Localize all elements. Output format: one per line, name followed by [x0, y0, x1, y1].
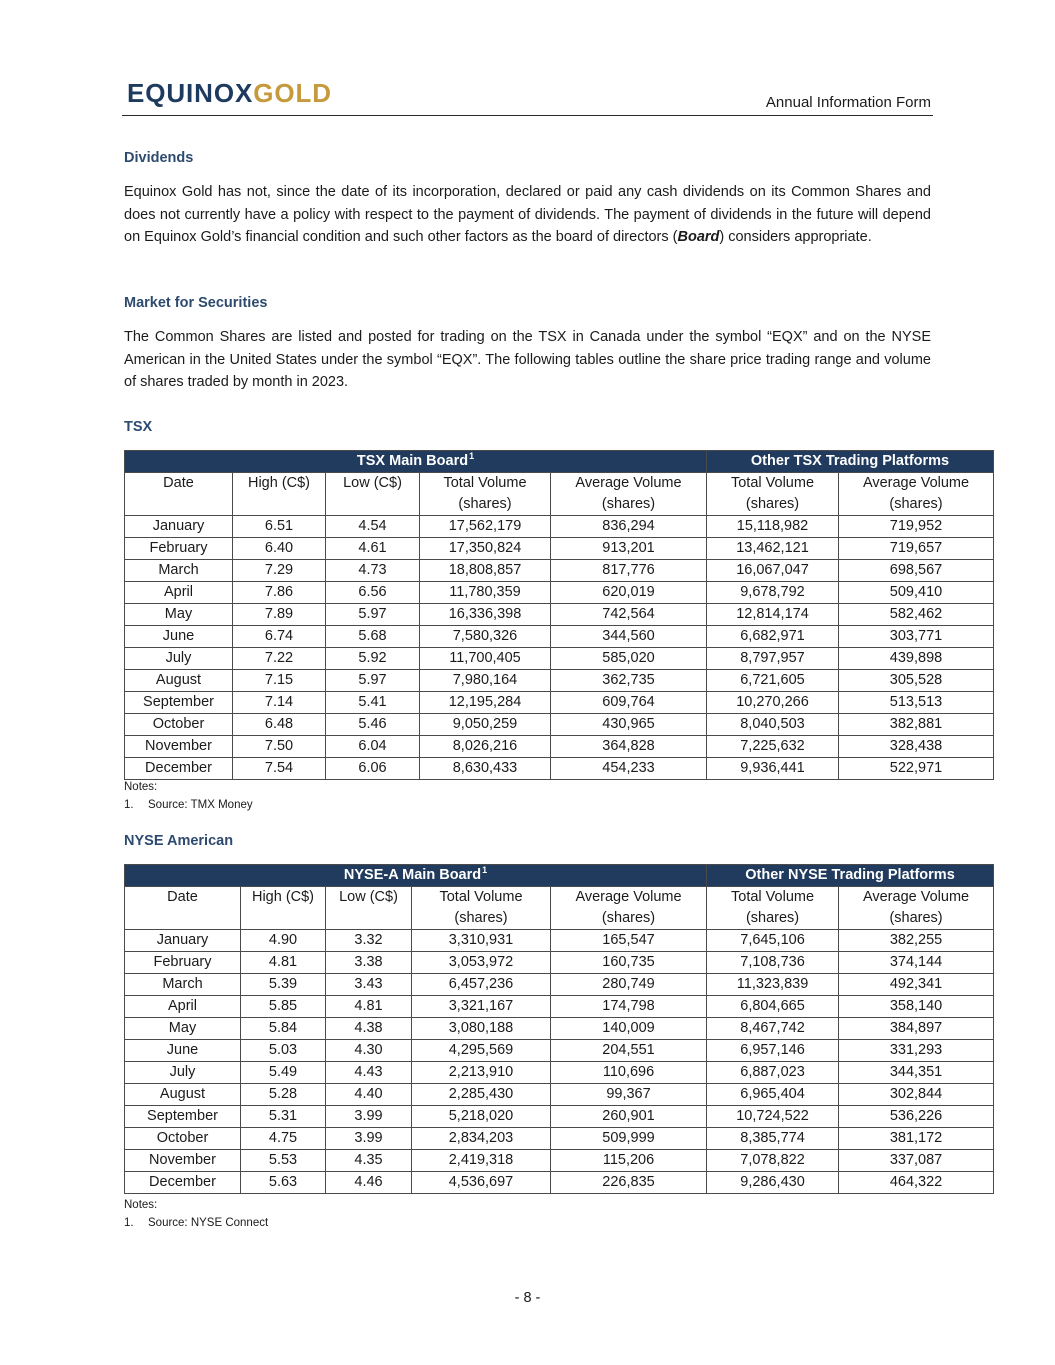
cell-total-volume: 3,080,188: [412, 1018, 551, 1040]
cell-high: 7.29: [233, 560, 326, 582]
cell-low: 3.43: [326, 974, 412, 996]
cell-high: 5.53: [241, 1150, 326, 1172]
cell-low: 6.56: [326, 582, 420, 604]
col-header-date: [125, 473, 233, 516]
cell-low: 3.38: [326, 952, 412, 974]
cell-high: 5.85: [241, 996, 326, 1018]
cell-high: 4.75: [241, 1128, 326, 1150]
col-header-label: Date: [167, 889, 198, 905]
col-header-unit: (shares): [889, 496, 943, 512]
cell-other-average-volume: 492,341: [839, 974, 994, 996]
cell-date: November: [125, 736, 233, 758]
col-header-unit: (shares): [601, 910, 656, 926]
cell-total-volume: 16,336,398: [420, 604, 551, 626]
cell-high: 5.31: [241, 1106, 326, 1128]
cell-total-volume: 3,053,972: [412, 952, 551, 974]
notes-label: Notes:: [124, 1199, 158, 1211]
table-row: [125, 996, 994, 1018]
cell-other-average-volume: 719,657: [839, 538, 994, 560]
table-row: [125, 538, 994, 560]
table-group-header-row: [125, 865, 994, 887]
market-paragraph: The Common Shares are listed and posted for trading on the TSX in Canada under the symbol “EQX” and on the NYSE American in the United States under the symbol “EQX”. The following tables outline the share price trading range and volume of shares traded by month in 2023.: [124, 329, 931, 391]
cell-low: 4.43: [326, 1062, 412, 1084]
cell-other-average-volume: 305,528: [839, 670, 994, 692]
table-row: [125, 1128, 994, 1150]
table-row: [125, 1172, 994, 1194]
cell-other-total-volume: 6,887,023: [707, 1062, 839, 1084]
cell-low: 4.40: [326, 1084, 412, 1106]
col-header-label: Average Volume: [575, 889, 682, 905]
cell-date: July: [125, 648, 233, 670]
cell-total-volume: 5,218,020: [412, 1106, 551, 1128]
cell-total-volume: 11,780,359: [420, 582, 551, 604]
cell-other-total-volume: 15,118,982: [707, 516, 839, 538]
cell-average-volume: 364,828: [551, 736, 707, 758]
cell-other-total-volume: 10,270,266: [707, 692, 839, 714]
cell-other-total-volume: 12,814,174: [707, 604, 839, 626]
cell-low: 4.54: [326, 516, 420, 538]
cell-other-total-volume: 8,385,774: [707, 1128, 839, 1150]
cell-low: 5.68: [326, 626, 420, 648]
table-row: [125, 1150, 994, 1172]
col-header-low: [326, 887, 412, 930]
table-row: [125, 1084, 994, 1106]
cell-other-average-volume: 381,172: [839, 1128, 994, 1150]
cell-date: August: [125, 1084, 241, 1106]
cell-low: 5.92: [326, 648, 420, 670]
cell-low: 5.97: [326, 604, 420, 626]
cell-total-volume: 18,808,857: [420, 560, 551, 582]
cell-high: 7.86: [233, 582, 326, 604]
cell-other-total-volume: 9,678,792: [707, 582, 839, 604]
col-header-total-volume: [412, 887, 551, 930]
dividends-text-after: ) considers appropriate.: [719, 229, 872, 246]
col-header-label: Total Volume: [730, 475, 815, 491]
col-header-date: [125, 887, 241, 930]
col-header-other-average-volume: [839, 887, 994, 930]
table-row: [125, 974, 994, 996]
table-row: [125, 1106, 994, 1128]
cell-other-average-volume: 439,898: [839, 648, 994, 670]
cell-other-total-volume: 10,724,522: [707, 1106, 839, 1128]
cell-total-volume: 8,026,216: [420, 736, 551, 758]
cell-total-volume: 7,580,326: [420, 626, 551, 648]
cell-total-volume: 4,295,569: [412, 1040, 551, 1062]
tsx-notes: [124, 778, 253, 814]
cell-other-average-volume: 374,144: [839, 952, 994, 974]
col-header-total-volume: [420, 473, 551, 516]
cell-date: March: [125, 560, 233, 582]
cell-low: 6.06: [326, 758, 420, 780]
cell-average-volume: 817,776: [551, 560, 707, 582]
cell-total-volume: 4,536,697: [412, 1172, 551, 1194]
table-body: [125, 516, 994, 780]
col-header-average-volume: [551, 473, 707, 516]
table-row: [125, 604, 994, 626]
cell-total-volume: 17,562,179: [420, 516, 551, 538]
cell-total-volume: 17,350,824: [420, 538, 551, 560]
cell-other-total-volume: 6,721,605: [707, 670, 839, 692]
note-item: [124, 1214, 268, 1232]
footnote-ref: 1: [482, 865, 488, 875]
col-header-label: High (C$): [247, 475, 311, 491]
group-header-main-board: [125, 451, 707, 473]
col-header-label: Average Volume: [575, 475, 682, 491]
cell-other-average-volume: 582,462: [839, 604, 994, 626]
cell-date: May: [125, 604, 233, 626]
table-row: [125, 1018, 994, 1040]
cell-low: 5.46: [326, 714, 420, 736]
cell-other-total-volume: 9,286,430: [707, 1172, 839, 1194]
cell-low: 3.99: [326, 1128, 412, 1150]
col-header-high: [233, 473, 326, 516]
cell-other-total-volume: 7,645,106: [707, 930, 839, 952]
cell-average-volume: 110,696: [551, 1062, 707, 1084]
group-header-other-platforms: Other TSX Trading Platforms: [707, 451, 994, 473]
table-row: [125, 930, 994, 952]
col-header-unit: (shares): [889, 910, 943, 926]
cell-total-volume: 3,310,931: [412, 930, 551, 952]
notes-label: Notes:: [124, 781, 158, 793]
cell-average-volume: 99,367: [551, 1084, 707, 1106]
cell-total-volume: 8,630,433: [420, 758, 551, 780]
cell-other-total-volume: 8,797,957: [707, 648, 839, 670]
cell-date: May: [125, 1018, 241, 1040]
cell-date: February: [125, 538, 233, 560]
cell-average-volume: 454,233: [551, 758, 707, 780]
table-row: [125, 736, 994, 758]
cell-high: 7.50: [233, 736, 326, 758]
cell-high: 7.89: [233, 604, 326, 626]
cell-average-volume: 344,560: [551, 626, 707, 648]
cell-date: January: [125, 930, 241, 952]
cell-total-volume: 12,195,284: [420, 692, 551, 714]
table-row: [125, 1040, 994, 1062]
table-row: [125, 692, 994, 714]
cell-total-volume: 9,050,259: [420, 714, 551, 736]
dividends-heading: Dividends: [124, 150, 194, 166]
cell-other-average-volume: 509,410: [839, 582, 994, 604]
cell-high: 7.22: [233, 648, 326, 670]
col-header-label: Total Volume: [731, 889, 815, 905]
group-header-other-platforms: Other NYSE Trading Platforms: [707, 865, 994, 887]
nyse-notes: [124, 1196, 268, 1232]
cell-low: 6.04: [326, 736, 420, 758]
cell-average-volume: 609,764: [551, 692, 707, 714]
cell-average-volume: 165,547: [551, 930, 707, 952]
cell-other-average-volume: 698,567: [839, 560, 994, 582]
cell-high: 7.14: [233, 692, 326, 714]
cell-other-total-volume: 6,682,971: [707, 626, 839, 648]
cell-other-average-volume: 328,438: [839, 736, 994, 758]
nyse-price-table: [124, 864, 994, 1194]
table-row: [125, 648, 994, 670]
cell-other-average-volume: 358,140: [839, 996, 994, 1018]
col-header-label: Average Volume: [862, 889, 970, 905]
cell-high: 5.84: [241, 1018, 326, 1040]
cell-average-volume: 836,294: [551, 516, 707, 538]
cell-date: June: [125, 1040, 241, 1062]
table-row: [125, 516, 994, 538]
cell-average-volume: 430,965: [551, 714, 707, 736]
cell-average-volume: 362,735: [551, 670, 707, 692]
cell-total-volume: 3,321,167: [412, 996, 551, 1018]
cell-other-total-volume: 7,078,822: [707, 1150, 839, 1172]
group-header-main-board-label: NYSE-A Main Board: [343, 867, 482, 883]
cell-other-total-volume: 11,323,839: [707, 974, 839, 996]
cell-other-average-volume: 382,255: [839, 930, 994, 952]
cell-average-volume: 140,009: [551, 1018, 707, 1040]
cell-total-volume: 2,834,203: [412, 1128, 551, 1150]
col-header-label: Total Volume: [443, 475, 527, 491]
table-column-header-row: [125, 887, 994, 930]
cell-low: 4.35: [326, 1150, 412, 1172]
cell-date: January: [125, 516, 233, 538]
cell-date: December: [125, 758, 233, 780]
market-heading: Market for Securities: [124, 295, 268, 311]
table-row: [125, 582, 994, 604]
col-header-unit: (shares): [745, 910, 800, 926]
cell-average-volume: 160,735: [551, 952, 707, 974]
col-header-label: Low (C$): [343, 475, 402, 491]
cell-total-volume: 7,980,164: [420, 670, 551, 692]
cell-average-volume: 174,798: [551, 996, 707, 1018]
cell-high: 5.03: [241, 1040, 326, 1062]
cell-other-average-volume: 522,971: [839, 758, 994, 780]
note-text: Source: NYSE Connect: [148, 1217, 269, 1229]
col-header-other-average-volume: [839, 473, 994, 516]
cell-other-average-volume: 382,881: [839, 714, 994, 736]
cell-average-volume: 260,901: [551, 1106, 707, 1128]
col-header-low: [326, 473, 420, 516]
cell-other-total-volume: 9,936,441: [707, 758, 839, 780]
note-item: [124, 796, 253, 814]
cell-other-total-volume: 7,108,736: [707, 952, 839, 974]
cell-high: 5.49: [241, 1062, 326, 1084]
table-row: [125, 626, 994, 648]
cell-low: 5.97: [326, 670, 420, 692]
cell-average-volume: 620,019: [551, 582, 707, 604]
cell-other-average-volume: 344,351: [839, 1062, 994, 1084]
cell-other-total-volume: 7,225,632: [707, 736, 839, 758]
col-header-unit: (shares): [601, 496, 656, 512]
col-header-label: Average Volume: [862, 475, 970, 491]
cell-date: April: [125, 996, 241, 1018]
cell-low: 4.73: [326, 560, 420, 582]
col-header-label: Total Volume: [439, 889, 523, 905]
cell-average-volume: 585,020: [551, 648, 707, 670]
cell-total-volume: 2,419,318: [412, 1150, 551, 1172]
cell-average-volume: 509,999: [551, 1128, 707, 1150]
cell-low: 4.61: [326, 538, 420, 560]
dividends-paragraph: [124, 181, 931, 249]
cell-other-total-volume: 13,462,121: [707, 538, 839, 560]
note-number: 1.: [124, 1217, 134, 1229]
col-header-label: High (C$): [251, 889, 315, 905]
table-row: [125, 1062, 994, 1084]
col-header-unit: (shares): [458, 496, 512, 512]
cell-other-average-volume: 303,771: [839, 626, 994, 648]
cell-high: 4.81: [241, 952, 326, 974]
cell-low: 4.38: [326, 1018, 412, 1040]
cell-date: September: [125, 692, 233, 714]
cell-total-volume: 11,700,405: [420, 648, 551, 670]
cell-other-average-volume: 302,844: [839, 1084, 994, 1106]
cell-total-volume: 2,285,430: [412, 1084, 551, 1106]
tsx-price-table: [124, 450, 994, 780]
logo-wordmark-gold: GOLD: [253, 78, 332, 108]
cell-date: July: [125, 1062, 241, 1084]
table-row: [125, 714, 994, 736]
cell-other-average-volume: 384,897: [839, 1018, 994, 1040]
col-header-high: [241, 887, 326, 930]
table-body: [125, 930, 994, 1194]
cell-high: 5.63: [241, 1172, 326, 1194]
cell-low: 4.81: [326, 996, 412, 1018]
cell-other-total-volume: 8,467,742: [707, 1018, 839, 1040]
logo-wordmark-equinox: EQUINOX: [127, 78, 254, 108]
cell-high: 7.54: [233, 758, 326, 780]
cell-other-average-volume: 337,087: [839, 1150, 994, 1172]
table-row: [125, 560, 994, 582]
cell-other-average-volume: 536,226: [839, 1106, 994, 1128]
cell-high: 5.39: [241, 974, 326, 996]
col-header-label: Date: [163, 475, 194, 491]
dividends-text-before: Equinox Gold has not, since the date of its incorporation, declared or paid any cash dividends on its Common Shares and does not currently have a policy with respect to the payment of dividends. The payment of dividends in the future will depend on Equinox Gold’s financial condition and such other factors as the board of directors (: [124, 184, 931, 246]
cell-total-volume: 6,457,236: [412, 974, 551, 996]
col-header-label: Low (C$): [339, 889, 398, 905]
cell-date: November: [125, 1150, 241, 1172]
table-row: [125, 670, 994, 692]
cell-date: March: [125, 974, 241, 996]
cell-other-total-volume: 16,067,047: [707, 560, 839, 582]
cell-average-volume: 204,551: [551, 1040, 707, 1062]
table-row: [125, 952, 994, 974]
col-header-unit: (shares): [745, 496, 800, 512]
cell-date: June: [125, 626, 233, 648]
cell-date: October: [125, 714, 233, 736]
cell-high: 5.28: [241, 1084, 326, 1106]
cell-average-volume: 115,206: [551, 1150, 707, 1172]
cell-average-volume: 226,835: [551, 1172, 707, 1194]
col-header-unit: (shares): [454, 910, 508, 926]
group-header-main-board: [125, 865, 707, 887]
cell-average-volume: 913,201: [551, 538, 707, 560]
cell-date: April: [125, 582, 233, 604]
cell-other-total-volume: 6,804,665: [707, 996, 839, 1018]
table-group-header-row: [125, 451, 994, 473]
cell-other-total-volume: 6,965,404: [707, 1084, 839, 1106]
defined-term-board: Board: [677, 229, 720, 246]
cell-other-average-volume: 513,513: [839, 692, 994, 714]
cell-low: 3.99: [326, 1106, 412, 1128]
cell-high: 7.15: [233, 670, 326, 692]
col-header-other-total-volume: [707, 473, 839, 516]
cell-date: August: [125, 670, 233, 692]
cell-other-average-volume: 464,322: [839, 1172, 994, 1194]
cell-other-total-volume: 6,957,146: [707, 1040, 839, 1062]
header-divider: [122, 115, 933, 116]
cell-date: December: [125, 1172, 241, 1194]
cell-high: 6.40: [233, 538, 326, 560]
document-title: Annual Information Form: [765, 94, 931, 111]
cell-average-volume: 742,564: [551, 604, 707, 626]
cell-date: February: [125, 952, 241, 974]
cell-low: 3.32: [326, 930, 412, 952]
table-column-header-row: [125, 473, 994, 516]
cell-high: 6.51: [233, 516, 326, 538]
cell-date: September: [125, 1106, 241, 1128]
cell-high: 6.74: [233, 626, 326, 648]
tsx-heading: TSX: [124, 419, 153, 435]
cell-low: 4.30: [326, 1040, 412, 1062]
table-row: [125, 758, 994, 780]
cell-other-total-volume: 8,040,503: [707, 714, 839, 736]
cell-high: 6.48: [233, 714, 326, 736]
company-logo: [127, 78, 332, 108]
cell-other-average-volume: 719,952: [839, 516, 994, 538]
page-number: - 8 -: [514, 1290, 541, 1306]
cell-low: 4.46: [326, 1172, 412, 1194]
cell-date: October: [125, 1128, 241, 1150]
cell-average-volume: 280,749: [551, 974, 707, 996]
footnote-ref: 1: [469, 451, 475, 461]
cell-other-average-volume: 331,293: [839, 1040, 994, 1062]
note-number: 1.: [124, 799, 134, 811]
nyse-heading: NYSE American: [124, 833, 234, 849]
cell-high: 4.90: [241, 930, 326, 952]
note-text: Source: TMX Money: [148, 799, 253, 811]
cell-total-volume: 2,213,910: [412, 1062, 551, 1084]
col-header-average-volume: [551, 887, 707, 930]
group-header-main-board-label: TSX Main Board: [356, 453, 469, 469]
col-header-other-total-volume: [707, 887, 839, 930]
cell-low: 5.41: [326, 692, 420, 714]
